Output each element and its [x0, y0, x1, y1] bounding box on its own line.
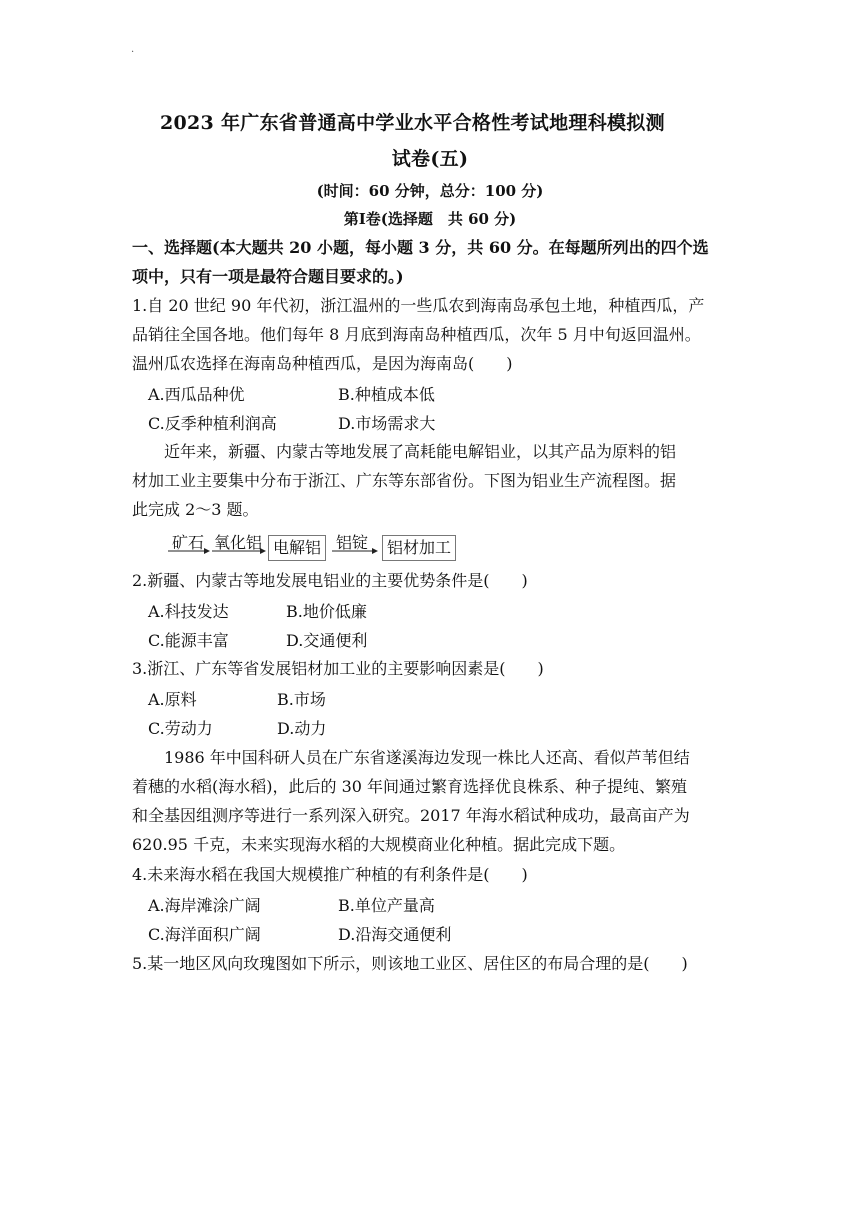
instructions-line2: 项中，只有一项是最符合题目要求的。) — [132, 267, 404, 286]
flow-step-alumina: 氧化铝 — [214, 533, 263, 552]
flow-step-processing: 铝材加工 — [382, 535, 456, 561]
q3-option-b: B.市场 — [277, 690, 326, 709]
flow-step-electrolytic-aluminum: 电解铝 — [268, 535, 326, 561]
q2-option-b: B.地价低廉 — [286, 602, 367, 621]
passage2-line2: 着穗的水稻(海水稻)，此后的 30 年间通过繁育选择优良株系、种子提纯、繁殖 — [132, 777, 688, 796]
exam-info: (时间：60 分钟，总分：100 分) — [316, 182, 544, 200]
instructions-line1: 一、选择题(本大题共 20 小题，每小题 3 分，共 60 分。在每题所列出的四个选 — [132, 238, 709, 257]
flow-step-ingot: 铝锭 — [336, 533, 369, 552]
q3-option-d: D.动力 — [277, 719, 327, 738]
passage1-line1: 近年来，新疆、内蒙古等地发展了高耗能电解铝业，以其产品为原料的铝 — [164, 442, 677, 461]
passage2-line4: 620.95 千克，未来实现海水稻的大规模商业化种植。据此完成下题。 — [132, 835, 626, 854]
q1-option-a: A.西瓜品种优 — [148, 385, 245, 404]
q4-option-a: A.海岸滩涂广阔 — [148, 896, 261, 915]
passage1-line2: 材加工业主要集中分布于浙江、广东等东部省份。下图为铝业生产流程图。据 — [132, 471, 677, 490]
exam-title-line1: 2023 年广东省普通高中学业水平合格性考试地理科模拟测 — [160, 112, 665, 134]
q4-stem: 4.未来海水稻在我国大规模推广种植的有利条件是( ) — [132, 865, 528, 884]
q3-stem: 3.浙江、广东等省发展铝材加工业的主要影响因素是( ) — [132, 659, 544, 678]
passage1-line3: 此完成 2～3 题。 — [132, 500, 259, 519]
q1-option-b: B.种植成本低 — [338, 385, 435, 404]
flow-step-ore: 矿石 — [172, 533, 205, 552]
q4-option-d: D.沿海交通便利 — [338, 925, 452, 944]
passage2-line3: 和全基因组测序等进行一系列深入研究。2017 年海水稻试种成功，最高亩产为 — [132, 806, 690, 825]
q4-option-c: C.海洋面积广阔 — [148, 925, 261, 944]
q3-option-a: A.原料 — [148, 690, 197, 709]
q2-stem: 2.新疆、内蒙古等地发展电铝业的主要优势条件是( ) — [132, 571, 528, 590]
q2-option-d: D.交通便利 — [286, 631, 368, 650]
exam-title-line2: 试卷(五) — [391, 148, 469, 170]
q1-stem-line3: 温州瓜农选择在海南岛种植西瓜，是因为海南岛( ) — [132, 354, 513, 373]
page-mark: . — [131, 44, 135, 55]
aluminum-flowchart — [168, 527, 468, 561]
q1-option-c: C.反季种植利润高 — [148, 414, 277, 433]
passage2-line1: 1986 年中国科研人员在广东省遂溪海边发现一株比人还高、看似芦苇但结 — [164, 748, 690, 767]
q2-option-a: A.科技发达 — [148, 602, 229, 621]
q3-option-c: C.劳动力 — [148, 719, 213, 738]
q2-option-c: C.能源丰富 — [148, 631, 229, 650]
q1-stem-line1: 1.自 20 世纪 90 年代初，浙江温州的一些瓜农到海南岛承包土地，种植西瓜，产 — [132, 296, 705, 315]
section-title: 第Ⅰ卷(选择题 共 60 分) — [343, 210, 517, 228]
q5-stem: 5.某一地区风向玫瑰图如下所示，则该地工业区、居住区的布局合理的是( ) — [132, 954, 688, 973]
q4-option-b: B.单位产量高 — [338, 896, 435, 915]
q1-stem-line2: 品销往全国各地。他们每年 8 月底到海南岛种植西瓜，次年 5 月中旬返回温州。 — [132, 325, 701, 344]
q1-option-d: D.市场需求大 — [338, 414, 436, 433]
